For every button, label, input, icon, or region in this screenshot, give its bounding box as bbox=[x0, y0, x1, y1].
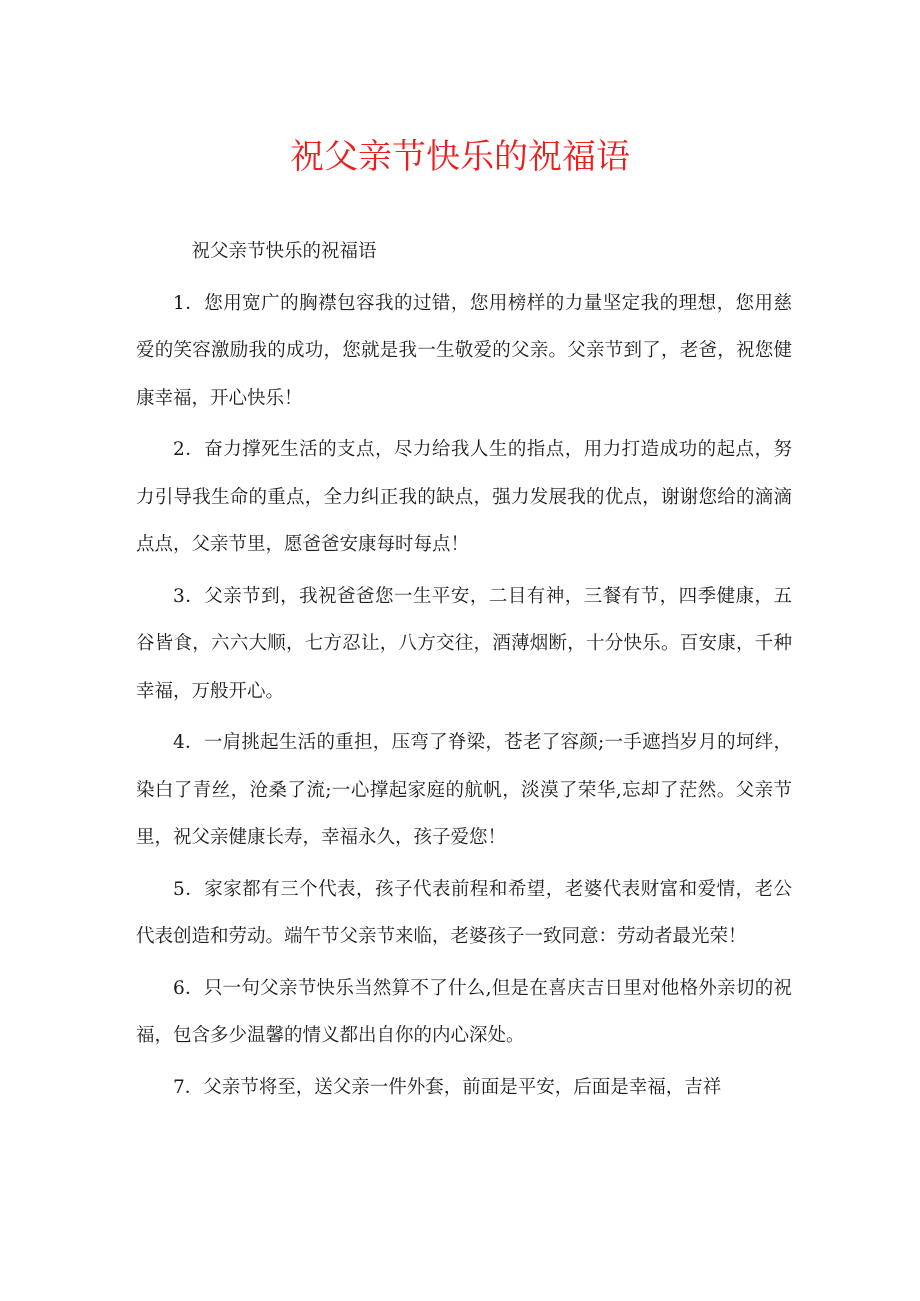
paragraph-1: 1．您用宽广的胸襟包容我的过错，您用榜样的力量坚定我的理想，您用慈爱的笑容激励我的成功，您就是我一生敬爱的父亲。父亲节到了，老爸，祝您健康幸福，开心快乐！ bbox=[136, 292, 792, 409]
paragraph-2: 2．奋力撑死生活的支点，尽力给我人生的指点，用力打造成功的起点，努力引导我生命的重点，全力纠正我的缺点，强力发展我的优点，谢谢您给的滴滴点点，父亲节里，愿爸爸安康每时每点！ bbox=[136, 439, 792, 555]
document-title: 祝父亲节快乐的祝福语 bbox=[290, 137, 630, 177]
document-subtitle: 祝父亲节快乐的祝福语 bbox=[191, 241, 377, 262]
paragraph-7: 7．父亲节将至，送父亲一件外套，前面是平安，后面是幸福，吉祥 bbox=[173, 1076, 722, 1098]
paragraph-4: 4．一肩挑起生活的重担，压弯了脊梁，苍老了容颜;一手遮挡岁月的坷绊，染白了青丝，沧桑了流;一心撑起家庭的航帆，淡漠了荣华,忘却了茫然。父亲节里，祝父亲健康长寿，幸福永久，孩子爱您！ bbox=[136, 732, 792, 848]
paragraph-5: 5．家家都有三个代表，孩子代表前程和希望，老婆代表财富和爱情，老公代表创造和劳动。端午节父亲节来临，老婆孩子一致同意：劳动者最光荣！ bbox=[136, 878, 792, 947]
paragraph-6: 6．只一句父亲节快乐当然算不了什么,但是在喜庆吉日里对他格外亲切的祝福，包含多少温馨的情义都出自你的内心深处。 bbox=[136, 977, 792, 1046]
document-body bbox=[136, 228, 792, 1115]
paragraph-3: 3．父亲节到，我祝爸爸您一生平安，二目有神，三餐有节，四季健康，五谷皆食，六六大顺，七方忍让，八方交往，酒薄烟断，十分快乐。百安康，千种幸福，万般开心。 bbox=[136, 585, 792, 702]
